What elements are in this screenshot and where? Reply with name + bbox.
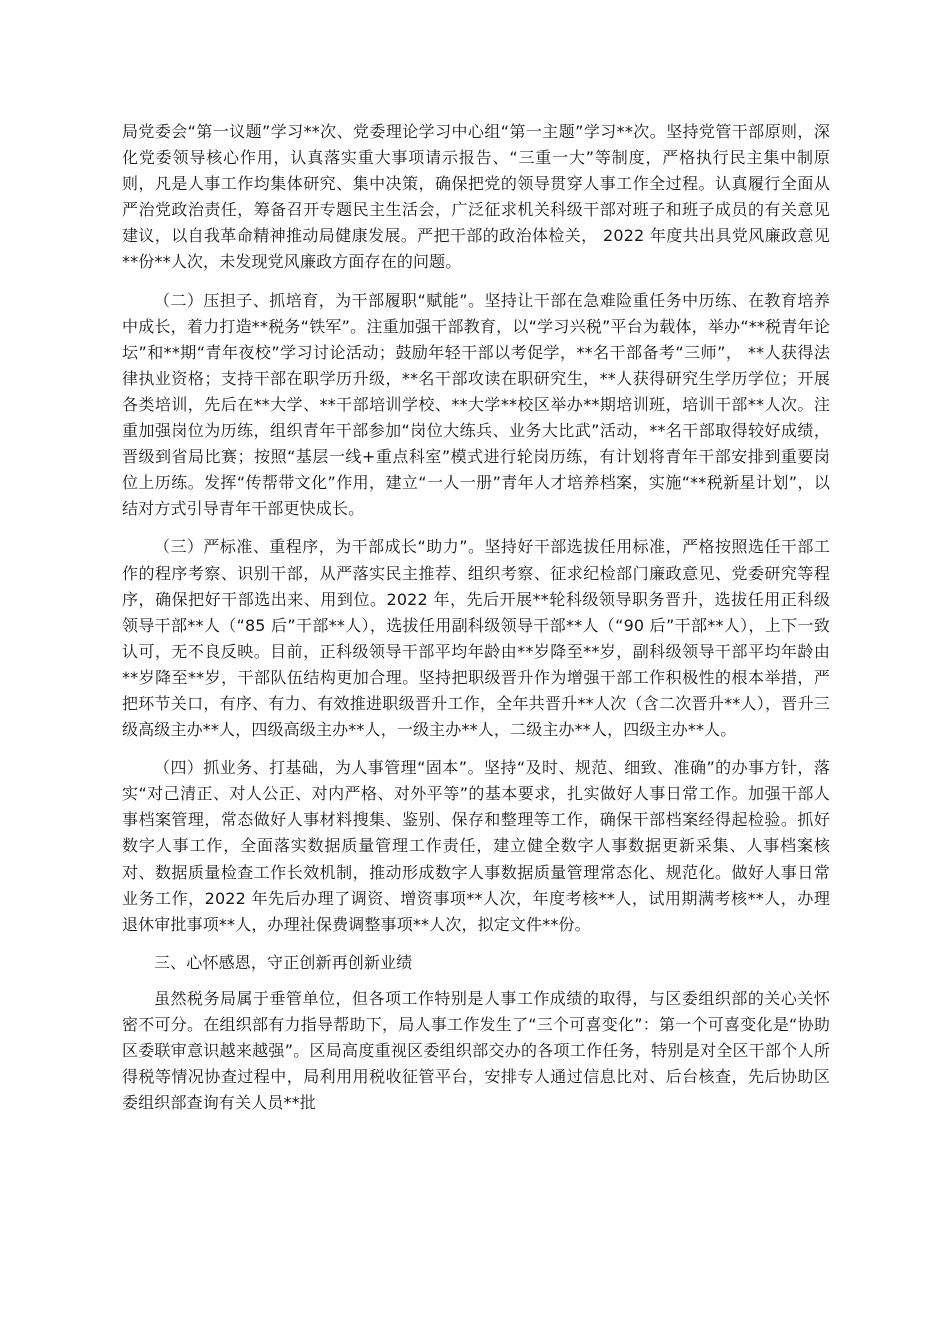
paragraph-cadre-selection: （三）严标准、重程序，为干部成长“助力”。坚持好干部选拔任用标准，严格按照选任干部工作的程序考察、识别干部，从严落实民主推荐、组织考察、征求纪检部门廉政意见、党委研究等程序，确保把好干部选出来、用到位。2022 年，先后开展**轮科级领导职务晋升，选拔任用正科级领导干部**人（“85 后”干部**人），选拔任用副科级领导干部**人（“90 后”干部**人），上下一致认可，无不良反映。目前，正科级领导干部平均年龄由**岁降至**岁，副科级领导干部平均年龄由**岁降至**岁，干部队伍结构更加合理。坚持把职级晋升作为增强干部工作积极性的根本举措，严把环节关口，有序、有力、有效推进职级晋升工作，全年共晋升**人次（含二次晋升**人），晋升三级高级主办**人，四级高级主办**人，一级主办**人，二级主办**人，四级主办**人。 xyxy=(122,537,830,740)
paragraph-organization-support: 虽然税务局属于垂管单位，但各项工作特别是人事工作成绩的取得，与区委组织部的关心关怀密不可分。在组织部有力指导帮助下，局人事工作发生了“三个可喜变化”：第一个可喜变化是“协助区委联审意识越来越强”。区局高度重视区委组织部交办的各项工作任务，特别是对全区干部个人所得税等情况协查过程中，局利用用税收征管平台，安排专人通过信息比对、后台核查，先后协助区委组织部查询有关人员**批 xyxy=(122,988,830,1113)
document-body xyxy=(122,119,830,1128)
section-heading-gratitude: 三、心怀感恩，守正创新再创新业绩 xyxy=(154,952,413,972)
paragraph-cadre-training: （二）压担子、抓培育，为干部履职“赋能”。坚持让干部在急难险重任务中历练、在教育培养中成长，着力打造**税务“铁军”。注重加强干部教育，以“学习兴税”平台为载体，举办“**税青年论坛”和**期“青年夜校”学习讨论活动；鼓励年轻干部以考促学，**名干部备考“三师”， **人获得法律执业资格；支持干部在职学历升级，**名干部攻读在职研究生，**人获得研究生学历学位；开展各类培训，先后在**大学、**干部培训学校、**大学**校区举办**期培训班，培训干部**人次。注重加强岗位为历练，组织青年干部参加“岗位大练兵、业务大比武”活动，**名干部取得较好成绩，晋级到省局比赛；按照“基层一线+重点科室”模式进行轮岗历练，有计划将青年干部安排到重要岗位上历练。发挥“传帮带文化”作用，建立“一人一册”青年人才培养档案，实施“**税新星计划”，以结对方式引导青年干部更快成长。 xyxy=(122,290,830,519)
paragraph-party-leadership: 局党委会“第一议题”学习**次、党委理论学习中心组“第一主题”学习**次。坚持党管干部原则，深化党委领导核心作用，认真落实重大事项请示报告、“三重一大”等制度，严格执行民主集中制原则，凡是人事工作均集体研究、集中决策，确保把党的领导贯穿人事工作全过程。认真履行全面从严治党政治责任，筹备召开专题民主生活会，广泛征求机关科级干部对班子和班子成员的有关意见建议，以自我革命精神推动局健康发展。严把干部的政治体检关， 2022 年度共出具党风廉政意见**份**人次，未发现党风廉政方面存在的问题。 xyxy=(122,122,830,272)
paragraph-personnel-management: （四）抓业务、打基础，为人事管理“固本”。坚持“及时、规范、细致、准确”的办事方针，落实“对己清正、对人公正、对内严格、对外平等”的基本要求，扎实做好人事日常工作。加强干部人事档案管理，常态做好人事材料搜集、鉴别、保存和整理等工作，确保干部档案经得起检验。抓好数字人事工作，全面落实数据质量管理工作责任，建立健全数字人事数据更新采集、人事档案核对、数据质量检查工作长效机制，推动形成数字人事数据质量管理常态化、规范化。做好人事日常业务工作，2022 年先后办理了调资、增资事项**人次，年度考核**人，试用期满考核**人，办理退休审批事项**人，办理社保费调整事项**人次，拟定文件**份。 xyxy=(122,758,830,934)
